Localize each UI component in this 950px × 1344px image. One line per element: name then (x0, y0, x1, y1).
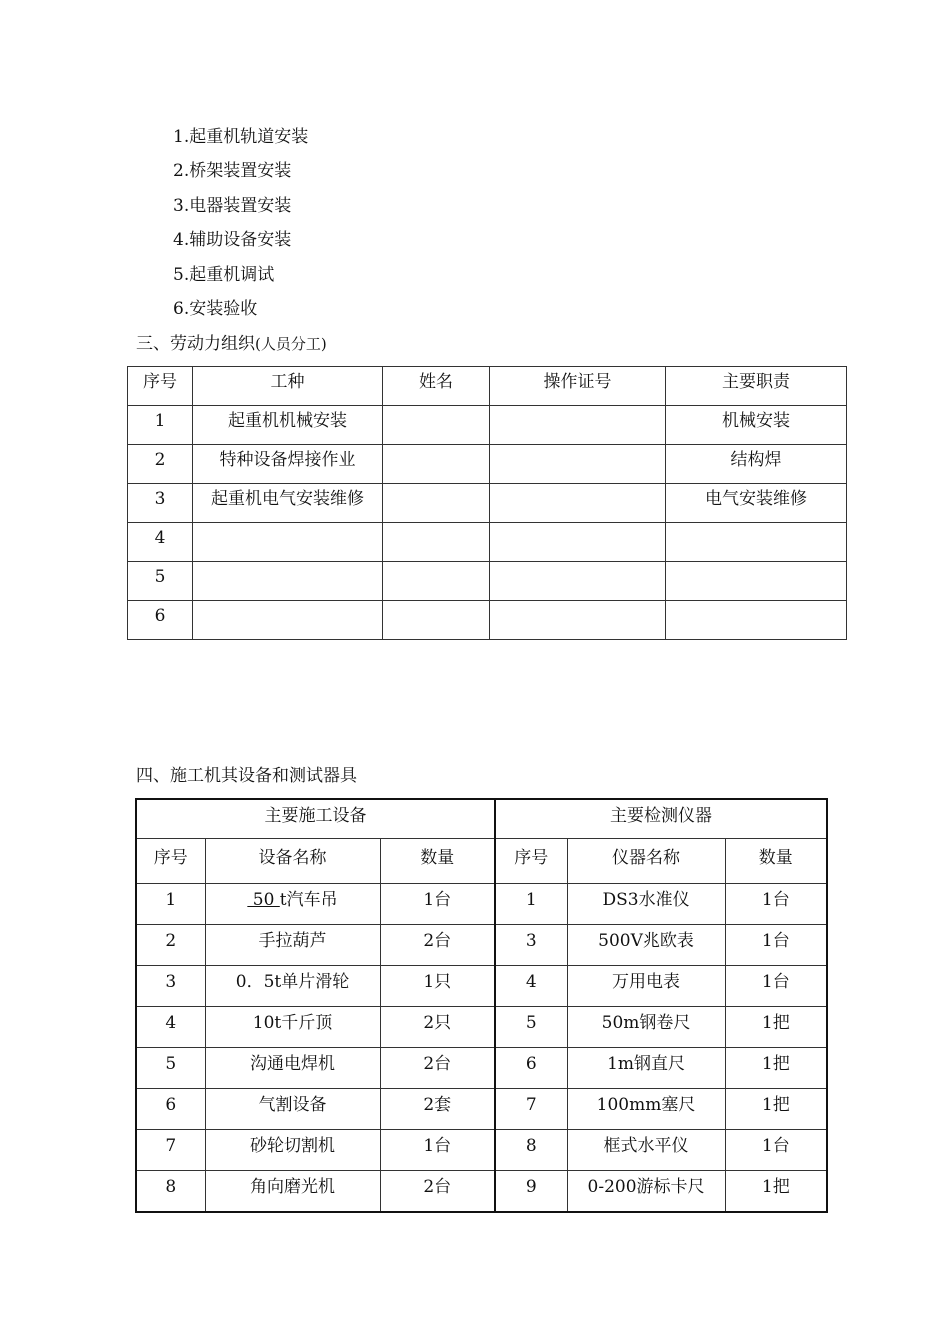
underlined-capacity: 50 (247, 890, 280, 910)
table-row (128, 562, 847, 601)
cell: 1台 (380, 884, 495, 925)
cell: 7 (495, 1089, 567, 1130)
cell: 50m钢卷尺 (567, 1007, 725, 1048)
cell (490, 523, 666, 562)
cell (193, 523, 383, 562)
cell: 气割设备 (205, 1089, 380, 1130)
cell: 2台 (380, 925, 495, 966)
cell: 角向磨光机 (205, 1171, 380, 1213)
cell: 5 (136, 1048, 205, 1089)
step-item: 6.安装验收 (173, 298, 258, 319)
cell: 100mm塞尺 (567, 1089, 725, 1130)
cell (666, 523, 847, 562)
cell: 结构焊 (666, 445, 847, 484)
table-row (128, 523, 847, 562)
table-row (128, 445, 847, 484)
cell: 4 (495, 966, 567, 1007)
cell: 2台 (380, 1048, 495, 1089)
cell: 6 (136, 1089, 205, 1130)
cell: 2 (128, 445, 193, 484)
table-row (136, 1130, 827, 1171)
cell: 手拉葫芦 (205, 925, 380, 966)
cell: 砂轮切割机 (205, 1130, 380, 1171)
equipment-name-suffix: t汽车吊 (279, 890, 338, 910)
header-cell: 设备名称 (205, 839, 380, 884)
cell (666, 562, 847, 601)
table-row (136, 925, 827, 966)
cell (490, 445, 666, 484)
step-item: 5.起重机调试 (173, 264, 275, 285)
cell (490, 406, 666, 445)
table-header-row (136, 839, 827, 884)
cell (383, 406, 490, 445)
cell: 7 (136, 1130, 205, 1171)
cell: 8 (136, 1171, 205, 1213)
equipment-table (135, 798, 828, 1213)
cell: 1m钢直尺 (567, 1048, 725, 1089)
header-cell: 数量 (725, 839, 827, 884)
header-cell: 序号 (128, 367, 193, 406)
cell: 3 (495, 925, 567, 966)
cell (383, 562, 490, 601)
cell: DS3水准仪 (567, 884, 725, 925)
step-item: 2.桥架装置安装 (173, 161, 292, 182)
header-cell: 仪器名称 (567, 839, 725, 884)
cell: 1 (495, 884, 567, 925)
cell: 2套 (380, 1089, 495, 1130)
labor-table (127, 366, 847, 640)
labor-organization-heading (136, 332, 327, 356)
table-row (136, 966, 827, 1007)
step-item: 1.起重机轨道安装 (173, 127, 309, 147)
cell: 1把 (725, 1171, 827, 1213)
cell (383, 523, 490, 562)
cell (490, 484, 666, 523)
installation-steps-list (173, 124, 308, 330)
cell: 特种设备焊接作业 (193, 445, 383, 484)
header-cell: 工种 (193, 367, 383, 406)
table-row (128, 406, 847, 445)
cell: 2只 (380, 1007, 495, 1048)
cell: 6 (128, 601, 193, 640)
cell: 0-200游标卡尺 (567, 1171, 725, 1213)
group-header-instruments: 主要检测仪器 (495, 799, 827, 839)
cell: 万用电表 (567, 966, 725, 1007)
cell: 8 (495, 1130, 567, 1171)
cell: 1台 (725, 1130, 827, 1171)
cell: 1台 (725, 925, 827, 966)
table-group-row (136, 799, 827, 839)
cell: 1台 (725, 884, 827, 925)
cell: 0．5t单片滑轮 (205, 966, 380, 1007)
cell: 1把 (725, 1089, 827, 1130)
header-cell: 操作证号 (490, 367, 666, 406)
cell: 1台 (725, 966, 827, 1007)
cell: 6 (495, 1048, 567, 1089)
heading-paren-text: (人员分工) (255, 335, 327, 353)
cell (383, 445, 490, 484)
cell: 2台 (380, 1171, 495, 1213)
cell: 3 (128, 484, 193, 523)
header-cell: 序号 (495, 839, 567, 884)
group-header-equipment: 主要施工设备 (136, 799, 495, 839)
header-cell: 姓名 (383, 367, 490, 406)
table-row (136, 884, 827, 925)
cell: 1台 (380, 1130, 495, 1171)
cell: 框式水平仪 (567, 1130, 725, 1171)
cell (193, 562, 383, 601)
cell: 4 (136, 1007, 205, 1048)
table-row (128, 601, 847, 640)
cell (666, 601, 847, 640)
table-row (136, 1171, 827, 1213)
cell (490, 601, 666, 640)
cell: 5 (495, 1007, 567, 1048)
cell: 3 (136, 966, 205, 1007)
table-row (136, 1007, 827, 1048)
cell (193, 601, 383, 640)
table-row (128, 484, 847, 523)
cell: 起重机机械安装 (193, 406, 383, 445)
cell (383, 484, 490, 523)
cell: 2 (136, 925, 205, 966)
cell: 机械安装 (666, 406, 847, 445)
cell-equipment-name (205, 884, 380, 925)
cell: 1把 (725, 1048, 827, 1089)
cell (490, 562, 666, 601)
cell (383, 601, 490, 640)
cell: 起重机电气安装维修 (193, 484, 383, 523)
header-cell: 数量 (380, 839, 495, 884)
header-cell: 主要职责 (666, 367, 847, 406)
step-item: 3.电器装置安装 (173, 195, 292, 216)
cell: 沟通电焊机 (205, 1048, 380, 1089)
cell: 1 (136, 884, 205, 925)
cell: 9 (495, 1171, 567, 1213)
cell: 4 (128, 523, 193, 562)
cell: 1只 (380, 966, 495, 1007)
heading-text: 三、劳动力组织 (136, 334, 255, 354)
equipment-heading: 四、施工机其设备和测试器具 (136, 766, 357, 786)
cell: 5 (128, 562, 193, 601)
cell: 1把 (725, 1007, 827, 1048)
table-row (136, 1089, 827, 1130)
cell: 电气安装维修 (666, 484, 847, 523)
table-row (136, 1048, 827, 1089)
header-cell: 序号 (136, 839, 205, 884)
cell: 1 (128, 406, 193, 445)
step-item: 4.辅助设备安装 (173, 230, 292, 251)
cell: 500V兆欧表 (567, 925, 725, 966)
table-header-row (128, 367, 847, 406)
cell: 10t千斤顶 (205, 1007, 380, 1048)
